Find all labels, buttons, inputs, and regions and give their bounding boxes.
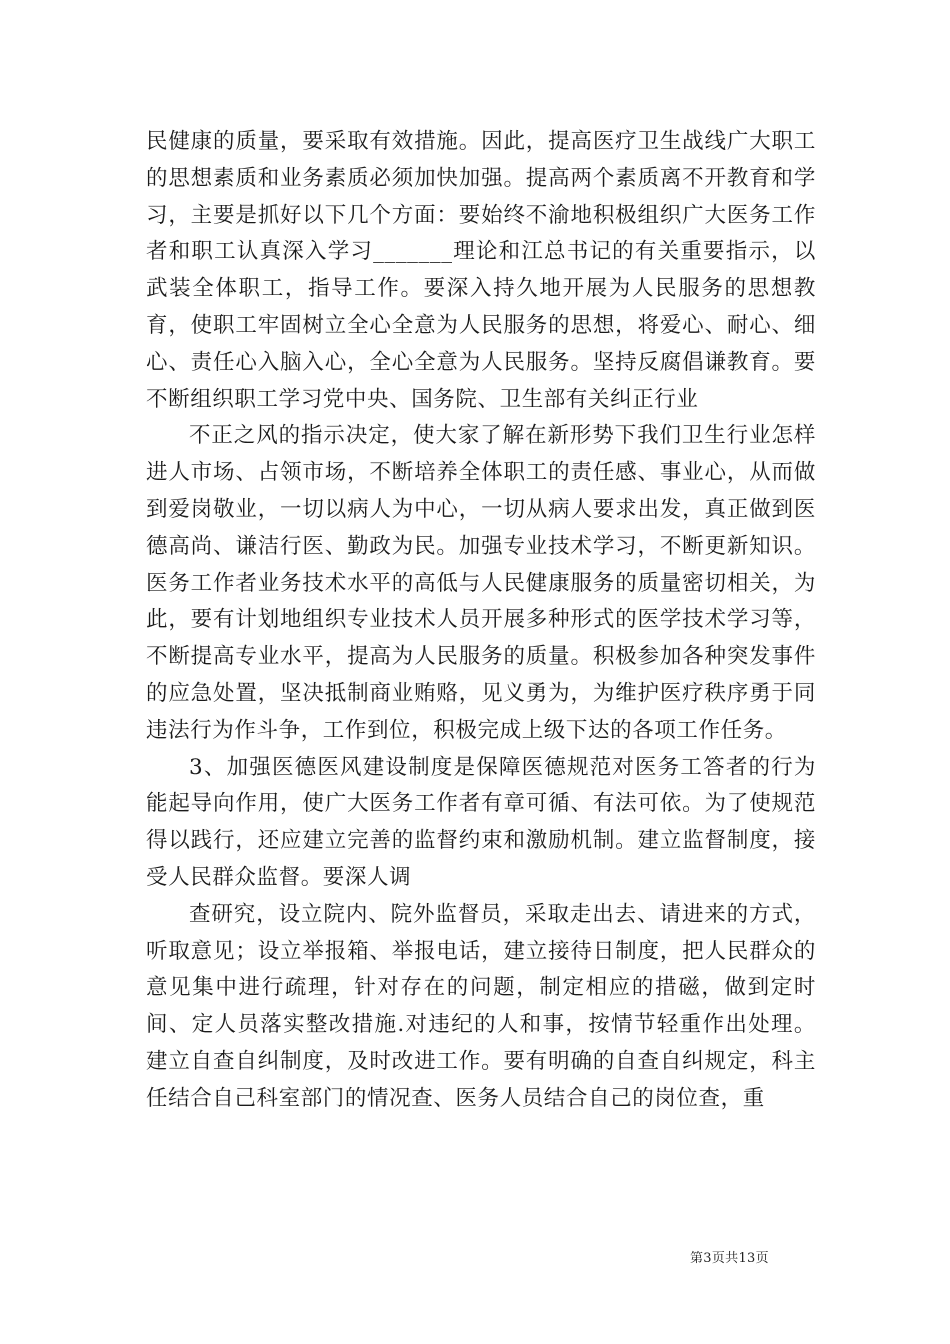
paragraph-1: 民健康的质量，要采取有效措施。因此，提高医疗卫生战线广大职工的思想素质和业务素质必须加快加强。提高两个素质离不开教育和学习，主要是抓好以下几个方面：要始终不渝地积极组织广大医务工作者和职工认真深入学习_______理论和江总书记的有关重要指示，以武装全体职工，指导工作。要深入持久地开展为人民服务的思想教育，使职工牢固树立全心全意为人民服务的思想，将爱心、耐心、细心、责任心入脑入心，全心全意为人民服务。坚持反腐倡谦教育。要不断组织职工学习党中央、国务院、卫生部有关纠正行业 (146, 129, 816, 412)
paragraph-2: 不正之风的指示决定，使大家了解在新形势下我们卫生行业怎样进人市场、占领市场，不断培养全体职工的责任感、事业心，从而做到爱岗敬业，一切以病人为中心，一切从病人要求出发，真正做到医德高尚、谦洁行医、勤政为民。加强专业技术学习，不断更新知识。医务工作者业务技术水平的高低与人民健康服务的质量密切相关，为此，要有计划地组织专业技术人员开展多种形式的医学技术学习等，不断提高专业水平，提高为人民服务的质量。积极参加各种突发事件的应急处置，坚决抵制商业贿赂，见义勇为，为维护医疗秩序勇于同违法行为作斗争，工作到位，积极完成上级下达的各项工作任务。 (146, 423, 816, 743)
paragraph-4: 查研究，设立院内、院外监督员，采取走出去、请进来的方式，听取意见；设立举报箱、举报电话，建立接待日制度，把人民群众的意见集中进行疏理，针对存在的问题，制定相应的措磁，做到定时间、定人员落实整改措施.对违纪的人和事，按情节轻重作出处理。建立自查自纠制度，及时改进工作。要有明确的自查自纠规定，科主任结合自己科室部门的情况查、医务人员结合自己的岗位查，重 (146, 901, 816, 1111)
document-body (146, 124, 816, 1118)
paragraph-3: 3、加强医德医风建设制度是保障医德规范对医务工答者的行为能起导向作用，使广大医务工作者有章可循、有法可依。为了使规范得以践行，还应建立完善的监督约束和激励机制。建立监督制度，接受人民群众监督。要深人调 (146, 754, 816, 890)
page-number-footer: 第3页共13页 (690, 1251, 769, 1266)
